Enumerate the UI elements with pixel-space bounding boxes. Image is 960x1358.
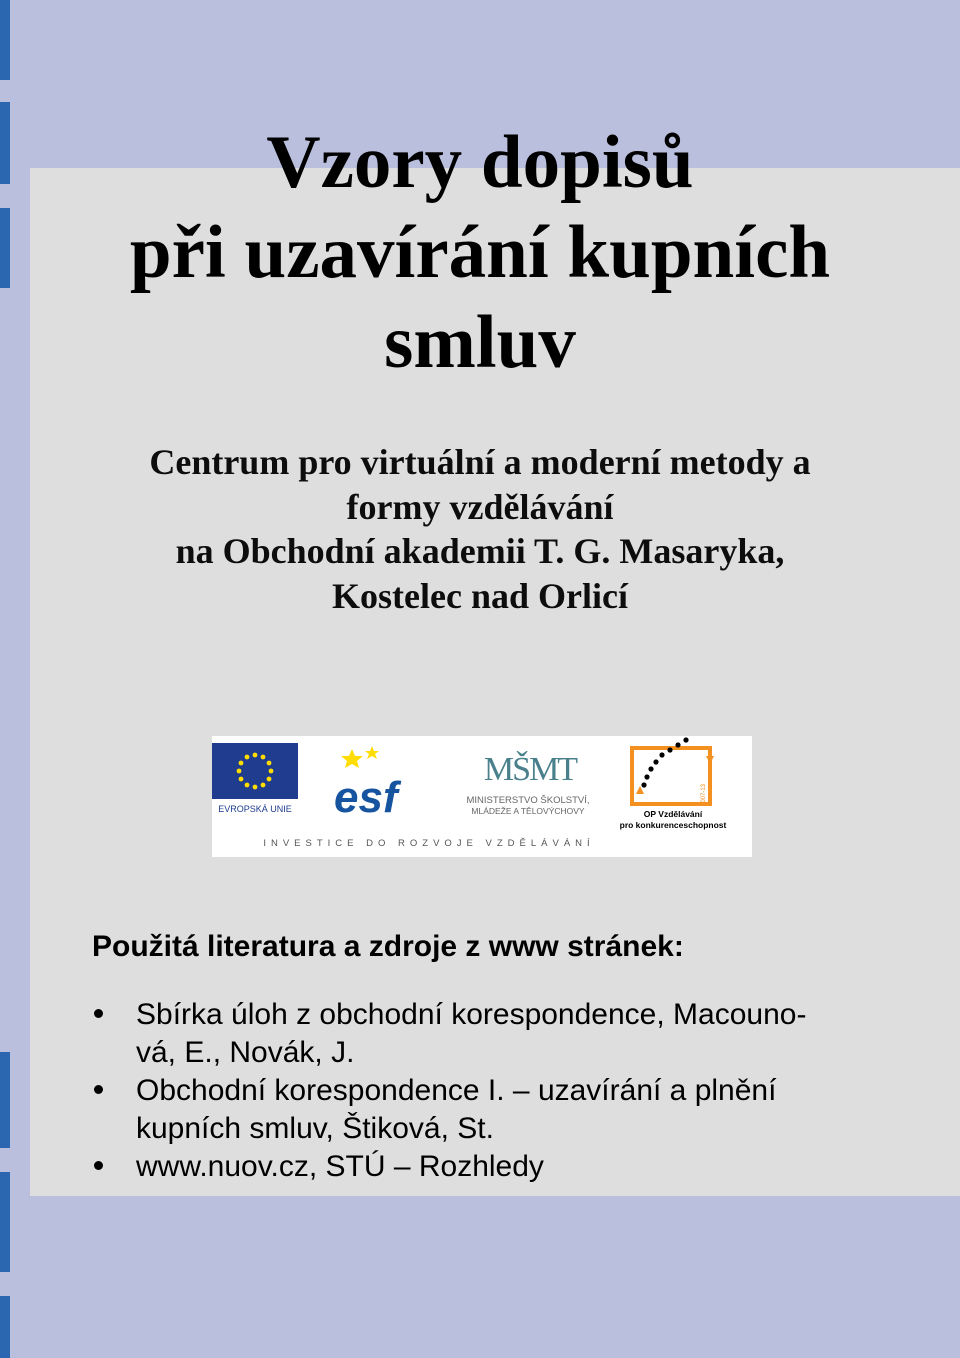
op-line2: pro konkurenceschopnost xyxy=(619,820,727,830)
eu-label: EVROPSKÁ UNIE xyxy=(218,804,292,814)
reference-text: vá, E., Novák, J. xyxy=(136,1036,355,1069)
institution-subtitle xyxy=(0,440,960,618)
reference-text: Sbírka úloh z obchodní korespondence, Macouno- xyxy=(136,998,807,1031)
subtitle-line: Kostelec nad Orlicí xyxy=(332,575,628,616)
title-line: Vzory dopisů xyxy=(266,121,694,204)
title-line: při uzavírání kupních xyxy=(129,211,831,294)
left-edge-mark xyxy=(0,1172,10,1272)
bullet-icon xyxy=(94,1085,103,1094)
op-vzdelavani-logo xyxy=(620,737,727,830)
left-edge-mark xyxy=(0,0,10,80)
subtitle-line: Centrum pro virtuální a moderní metody a xyxy=(149,442,811,482)
list-item xyxy=(92,1148,882,1186)
left-edge-mark xyxy=(0,1296,10,1358)
title-line: smluv xyxy=(384,301,576,384)
msmt-logo xyxy=(467,750,590,816)
op-years: 2007-13 xyxy=(701,783,707,806)
references-heading: Použitá literatura a zdroje z www stránek: xyxy=(92,930,684,963)
bullet-icon xyxy=(94,1161,103,1170)
references-list xyxy=(92,996,882,1186)
esf-logo xyxy=(334,746,402,822)
msmt-line1: MINISTERSTVO ŠKOLSTVÍ, xyxy=(466,795,590,806)
subtitle-line: na Obchodní akademii T. G. Masaryka, xyxy=(175,531,785,571)
page-title xyxy=(0,118,960,388)
msmt-line2: MLÁDEŽE A TĚLOVÝCHOVY xyxy=(471,806,585,816)
left-edge-mark xyxy=(0,1052,10,1148)
reference-text: kupních smluv, Štiková, St. xyxy=(136,1112,494,1145)
reference-text: www.nuov.cz, STÚ – Rozhledy xyxy=(136,1150,544,1183)
bullet-icon xyxy=(94,1009,103,1018)
logos-svg xyxy=(212,736,752,857)
funding-logos-banner xyxy=(212,736,752,857)
op-line1: OP Vzdělávání xyxy=(643,809,703,819)
list-item xyxy=(92,996,882,1072)
esf-label: esf xyxy=(334,773,398,822)
list-item xyxy=(92,1072,882,1148)
reference-text: Obchodní korespondence I. – uzavírání a plnění xyxy=(136,1074,777,1107)
investment-tagline: INVESTICE DO ROZVOJE VZDĚLÁVÁNÍ xyxy=(263,838,595,849)
subtitle-line: formy vzdělávání xyxy=(346,486,614,527)
eu-flag-logo xyxy=(212,743,298,814)
msmt-mark: MŠMT xyxy=(483,751,577,788)
